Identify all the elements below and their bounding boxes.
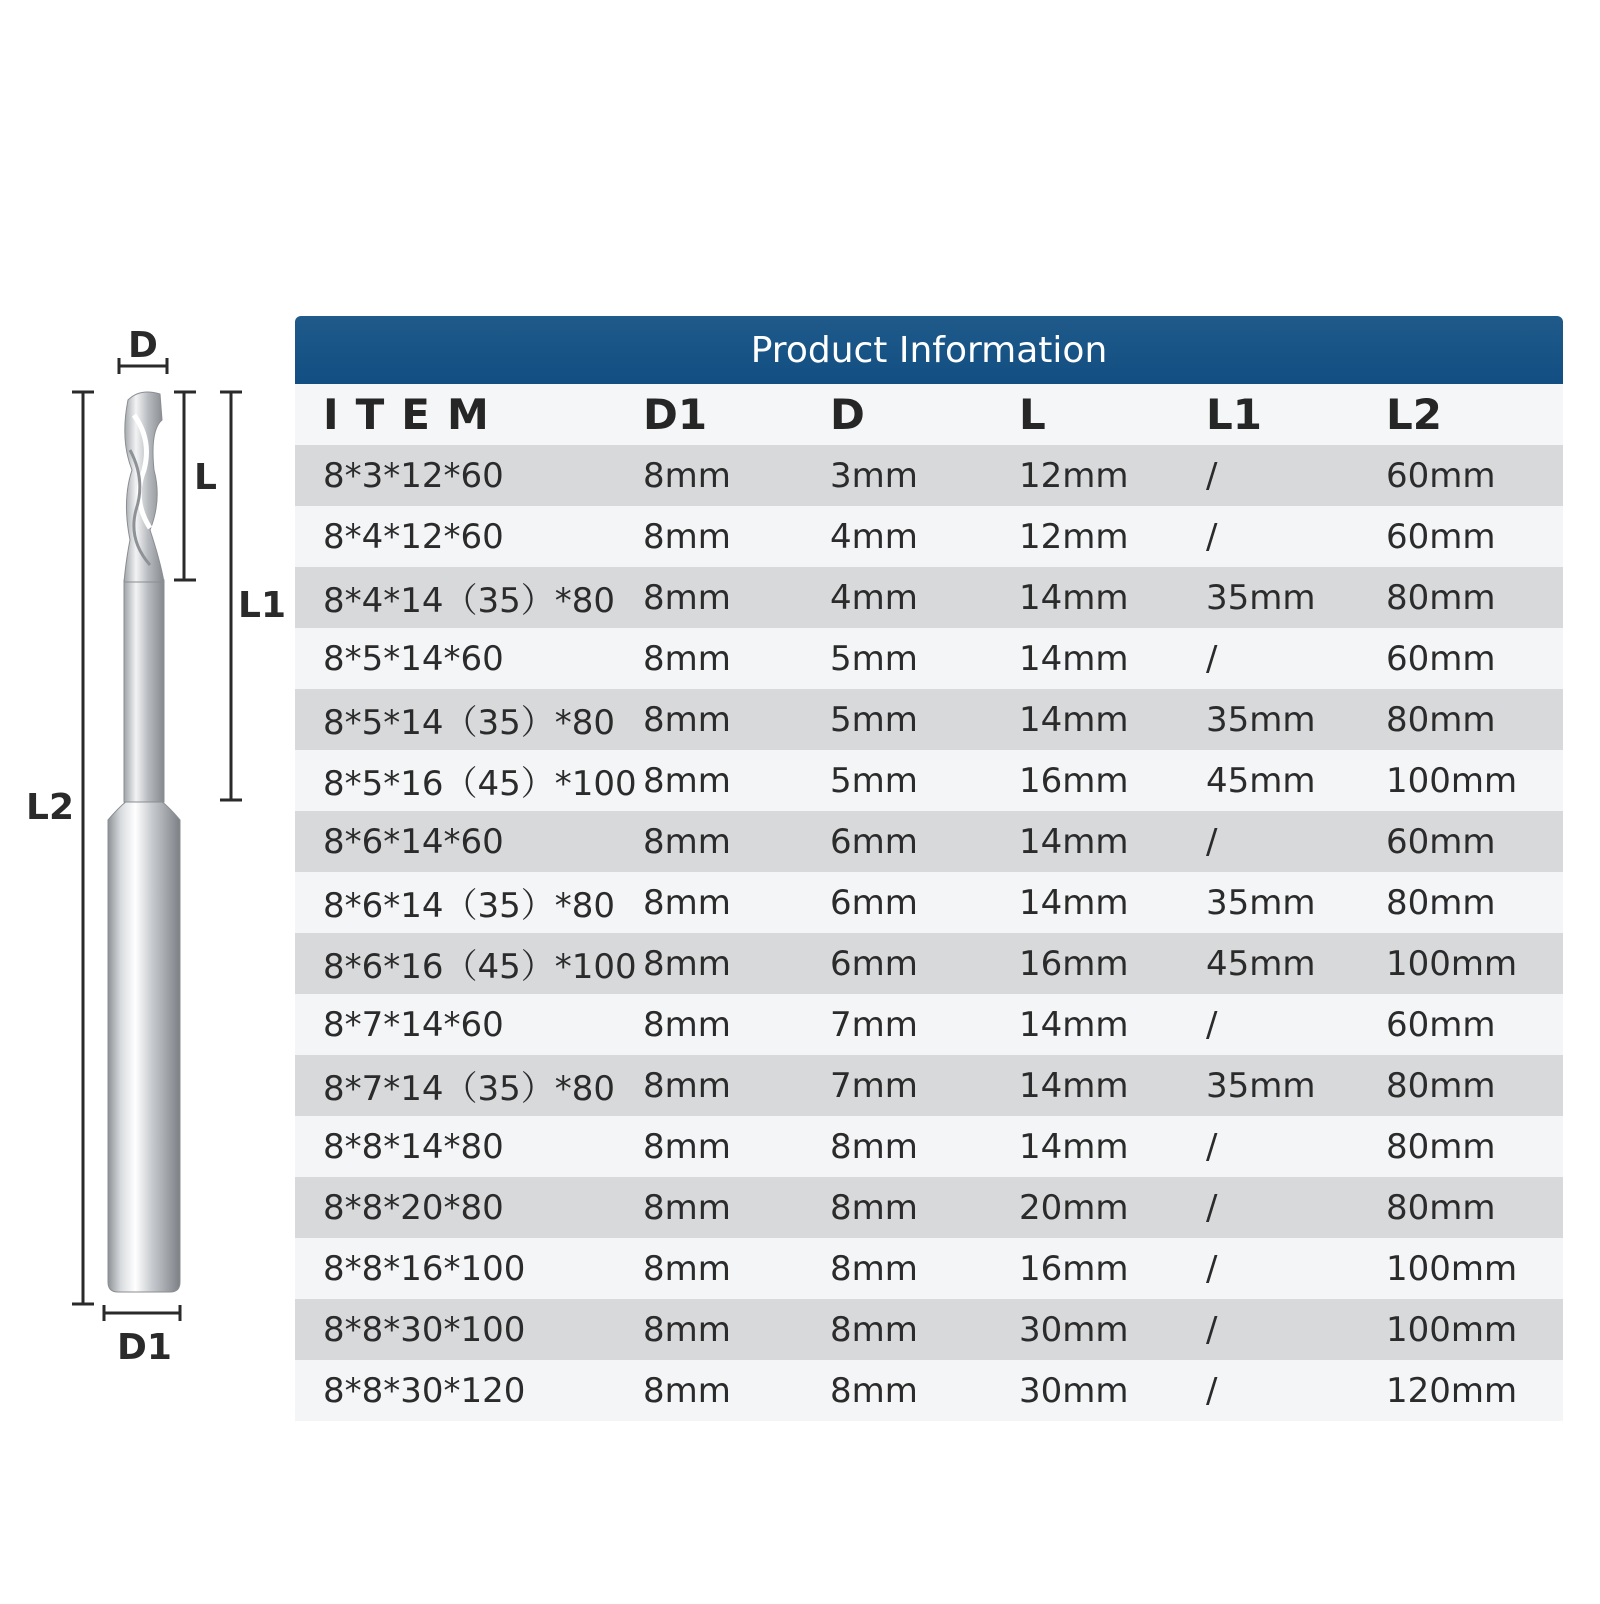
cell-l1: / — [1206, 1248, 1218, 1289]
cell-d: 4mm — [830, 577, 918, 618]
cell-d1: 8mm — [643, 1370, 731, 1411]
cell-d: 8mm — [830, 1126, 918, 1167]
cell-d: 5mm — [830, 699, 918, 740]
cell-d1: 8mm — [643, 1248, 731, 1289]
column-header-item: ITEM — [323, 390, 506, 439]
table-row — [295, 1299, 1563, 1360]
cell-d: 4mm — [830, 516, 918, 557]
cell-l: 30mm — [1019, 1309, 1129, 1350]
table-row — [295, 445, 1563, 506]
cell-l: 12mm — [1019, 516, 1129, 557]
cell-l: 14mm — [1019, 1004, 1129, 1045]
cell-d1: 8mm — [643, 699, 731, 740]
table-row — [295, 750, 1563, 811]
table-body — [295, 445, 1563, 1421]
cell-d: 6mm — [830, 821, 918, 862]
column-header-l1: L1 — [1206, 390, 1262, 439]
cell-l: 16mm — [1019, 943, 1129, 984]
table-title: Product Information — [295, 316, 1563, 384]
cell-item: 8*4*12*60 — [323, 516, 504, 557]
cell-l: 30mm — [1019, 1370, 1129, 1411]
cell-l1: 35mm — [1206, 699, 1316, 740]
table-row — [295, 628, 1563, 689]
cell-l2: 60mm — [1386, 821, 1496, 862]
table-row — [295, 567, 1563, 628]
cell-l1: 35mm — [1206, 1065, 1316, 1106]
cell-l2: 80mm — [1386, 699, 1496, 740]
cell-d1: 8mm — [643, 1126, 731, 1167]
cell-l1: / — [1206, 821, 1218, 862]
cell-l1: / — [1206, 1187, 1218, 1228]
cell-l2: 60mm — [1386, 516, 1496, 557]
cell-d1: 8mm — [643, 943, 731, 984]
cell-l2: 80mm — [1386, 577, 1496, 618]
cell-l: 16mm — [1019, 1248, 1129, 1289]
cell-l2: 80mm — [1386, 1126, 1496, 1167]
cell-l1: / — [1206, 1370, 1218, 1411]
cell-l1: / — [1206, 638, 1218, 679]
cell-l2: 80mm — [1386, 882, 1496, 923]
table-row — [295, 689, 1563, 750]
cell-item: 8*4*14（35）*80 — [323, 581, 616, 621]
table-row — [295, 506, 1563, 567]
cell-d1: 8mm — [643, 1065, 731, 1106]
cell-l: 20mm — [1019, 1187, 1129, 1228]
dimension-label-l2: L2 — [26, 787, 74, 828]
cell-l1: / — [1206, 1126, 1218, 1167]
cell-d1: 8mm — [643, 821, 731, 862]
table-row — [295, 872, 1563, 933]
cell-d: 7mm — [830, 1004, 918, 1045]
cell-l2: 100mm — [1386, 760, 1518, 801]
cell-item: 8*6*14（35）*80 — [323, 886, 616, 926]
cell-l: 14mm — [1019, 577, 1129, 618]
table-row — [295, 1055, 1563, 1116]
dimension-label-d1: D1 — [117, 1327, 172, 1368]
cell-l1: 35mm — [1206, 882, 1316, 923]
cell-item: 8*7*14*60 — [323, 1004, 504, 1045]
cell-d1: 8mm — [643, 577, 731, 618]
flute — [124, 392, 164, 582]
cell-d: 7mm — [830, 1065, 918, 1106]
cell-d1: 8mm — [643, 1309, 731, 1350]
cell-l1: / — [1206, 1004, 1218, 1045]
cell-item: 8*5*16（45）*100 — [323, 764, 637, 804]
cell-l: 14mm — [1019, 882, 1129, 923]
column-header-d1: D1 — [643, 390, 708, 439]
cell-item: 8*6*14*60 — [323, 821, 504, 862]
cell-d: 5mm — [830, 760, 918, 801]
cell-l: 14mm — [1019, 699, 1129, 740]
cell-item: 8*8*30*120 — [323, 1370, 526, 1411]
cell-item: 8*5*14（35）*80 — [323, 703, 616, 743]
table-row — [295, 1177, 1563, 1238]
cell-l2: 80mm — [1386, 1065, 1496, 1106]
table-row — [295, 811, 1563, 872]
dimension-label-l: L — [194, 457, 217, 498]
cell-l2: 60mm — [1386, 455, 1496, 496]
cell-l2: 100mm — [1386, 1248, 1518, 1289]
cell-l: 16mm — [1019, 760, 1129, 801]
product-information-table — [295, 316, 1563, 1421]
cell-l1: 35mm — [1206, 577, 1316, 618]
cell-d: 6mm — [830, 882, 918, 923]
cell-l: 14mm — [1019, 638, 1129, 679]
table-row — [295, 1116, 1563, 1177]
column-header-l: L — [1019, 390, 1046, 439]
cell-item: 8*8*20*80 — [323, 1187, 504, 1228]
cell-d: 8mm — [830, 1187, 918, 1228]
cell-l1: 45mm — [1206, 760, 1316, 801]
cell-d: 5mm — [830, 638, 918, 679]
cell-item: 8*3*12*60 — [323, 455, 504, 496]
cell-d1: 8mm — [643, 516, 731, 557]
cell-d: 8mm — [830, 1248, 918, 1289]
cell-item: 8*8*30*100 — [323, 1309, 526, 1350]
cell-d1: 8mm — [643, 760, 731, 801]
cell-d1: 8mm — [643, 1004, 731, 1045]
table-row — [295, 1238, 1563, 1299]
cell-l1: 45mm — [1206, 943, 1316, 984]
cell-d1: 8mm — [643, 1187, 731, 1228]
cell-l: 14mm — [1019, 1065, 1129, 1106]
shank — [108, 800, 180, 1292]
cell-item: 8*8*14*80 — [323, 1126, 504, 1167]
cell-d: 8mm — [830, 1309, 918, 1350]
cell-l: 12mm — [1019, 455, 1129, 496]
cell-l2: 60mm — [1386, 638, 1496, 679]
cell-l1: / — [1206, 455, 1218, 496]
cell-l2: 120mm — [1386, 1370, 1518, 1411]
cell-d1: 8mm — [643, 882, 731, 923]
cell-l1: / — [1206, 516, 1218, 557]
cell-d: 8mm — [830, 1370, 918, 1411]
dimension-label-d: D — [128, 325, 158, 366]
cell-d: 6mm — [830, 943, 918, 984]
cell-l: 14mm — [1019, 821, 1129, 862]
cell-l1: / — [1206, 1309, 1218, 1350]
cell-l2: 100mm — [1386, 943, 1518, 984]
cell-item: 8*5*14*60 — [323, 638, 504, 679]
dimension-label-l1: L1 — [238, 585, 286, 626]
cell-item: 8*6*16（45）*100 — [323, 947, 637, 987]
cell-item: 8*8*16*100 — [323, 1248, 526, 1289]
table-row — [295, 933, 1563, 994]
cell-l2: 60mm — [1386, 1004, 1496, 1045]
neck — [124, 580, 164, 802]
cell-l: 14mm — [1019, 1126, 1129, 1167]
cell-l2: 80mm — [1386, 1187, 1496, 1228]
cell-d: 3mm — [830, 455, 918, 496]
column-header-d: D — [830, 390, 865, 439]
column-header-row — [295, 384, 1563, 445]
cell-item: 8*7*14（35）*80 — [323, 1069, 616, 1109]
cell-d1: 8mm — [643, 638, 731, 679]
cell-l2: 100mm — [1386, 1309, 1518, 1350]
end-mill-diagram — [0, 0, 290, 1600]
cell-d1: 8mm — [643, 455, 731, 496]
table-row — [295, 994, 1563, 1055]
table-row — [295, 1360, 1563, 1421]
column-header-l2: L2 — [1386, 390, 1442, 439]
